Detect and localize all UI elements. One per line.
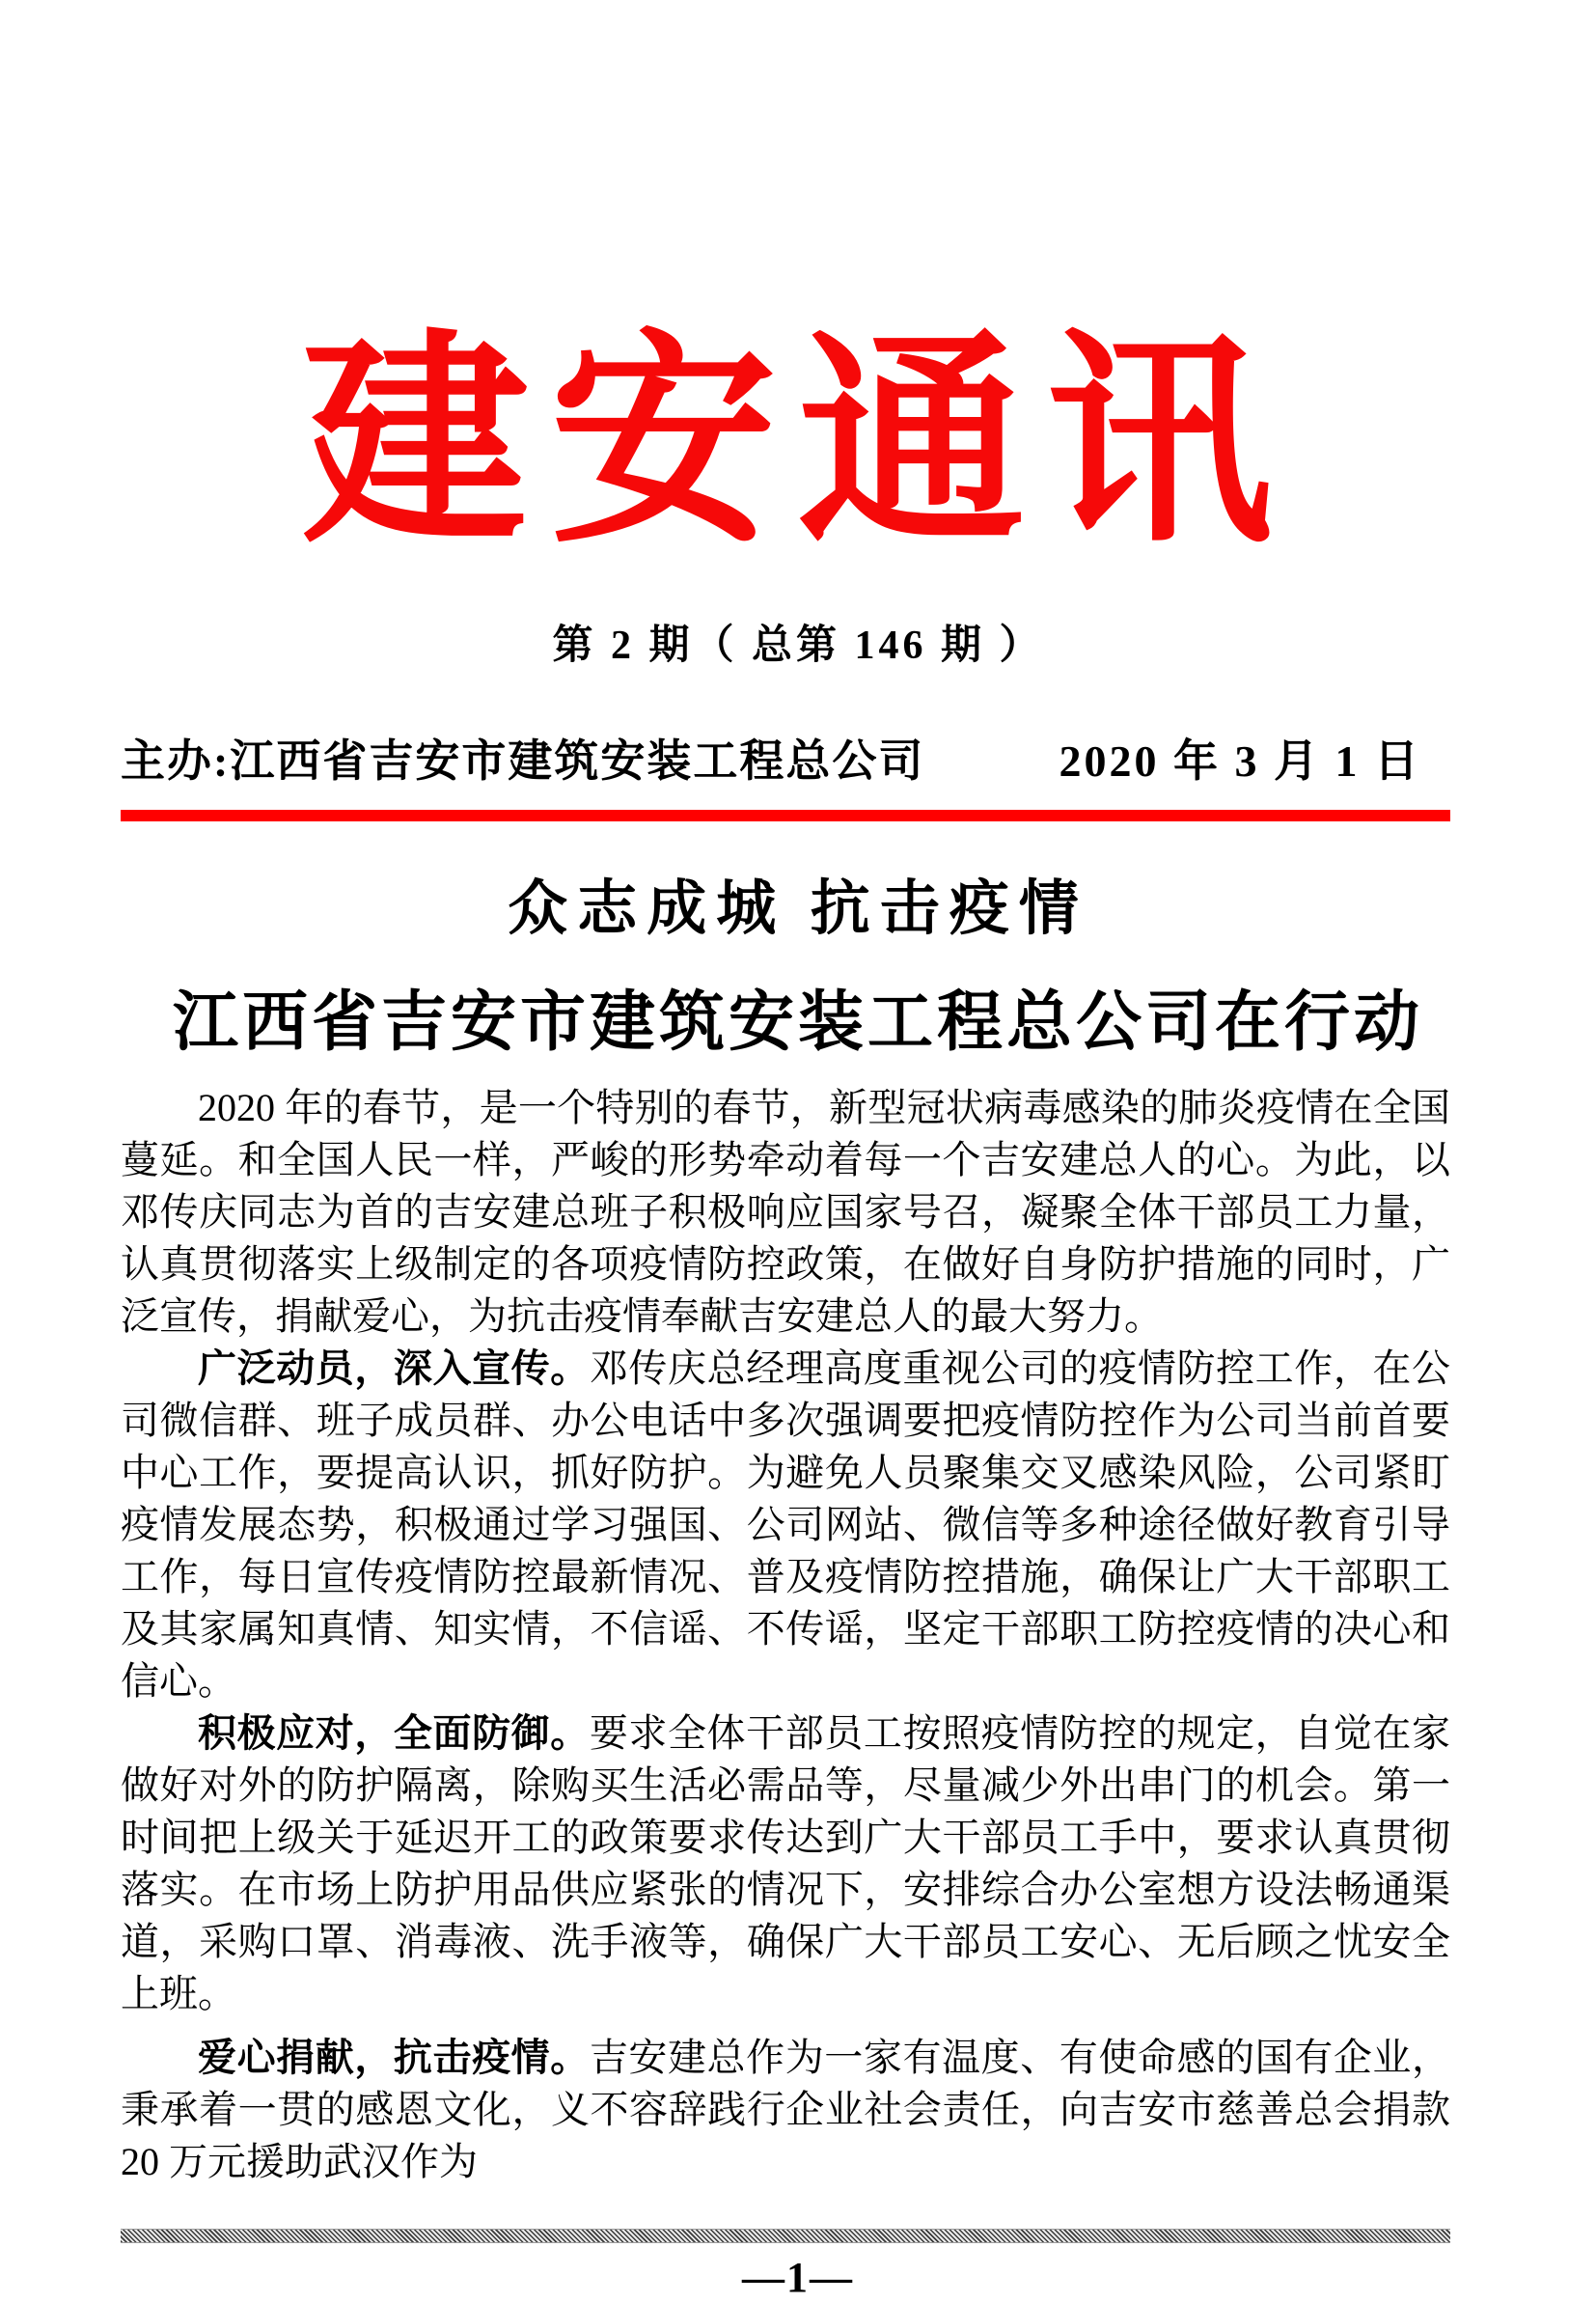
article — [0, 874, 1596, 2188]
footer-hatched-rule — [121, 2229, 1450, 2243]
newsletter-title: 建安通讯 — [302, 315, 1294, 569]
paragraph-text: 要求全体干部员工按照疫情防控的规定，自觉在家做好对外的防护隔离，除购买生活必需品等，尽量减少外出串门的机会。第一时间把上级关于延迟开工的政策要求传达到广大干部员工手中，要求认真贯彻落实。在市场上防护用品供应紧张的情况下，安排综合办公室想方设法畅通渠道，采购口罩、消毒液、洗手液等，确保广大干部员工安心、无后顾之忧安全上班。 — [121, 1711, 1451, 2015]
publisher-name: 主办:江西省吉安市建筑安装工程总公司 — [121, 736, 925, 786]
page-number: —1— — [742, 2254, 854, 2301]
paragraph-text: 邓传庆总经理高度重视公司的疫情防控工作，在公司微信群、班子成员群、办公电话中多次强调要把疫情防控作为公司当前首要中心工作，要提高认识，抓好防护。为避免人员聚集交叉感染风险，公司紧盯疫情发展态势，积极通过学习强国、公司网站、微信等多种途径做好教育引导工作，每日宣传疫情防控最新情况、普及疫情防控措施，确保让广大干部职工及其家属知真情、知实情，不信谣、不传谣，坚定干部职工防控疫情的决心和信心。 — [121, 1346, 1451, 1703]
paragraph-lead: 广泛动员，深入宣传。 — [198, 1346, 590, 1390]
masthead — [0, 315, 1596, 821]
publication-date: 2020 年 3 月 1 日 — [1059, 736, 1421, 786]
paragraph-text: 2020 年的春节，是一个特别的春节，新型冠状病毒感染的肺炎疫情在全国蔓延。和全国人民一样，严峻的形势牵动着每一个吉安建总人的心。为此，以邓传庆同志为首的吉安建总班子积极响应国家号召，凝聚全体干部员工力量，认真贯彻落实上级制定的各项疫情防控政策，在做好自身防护措施的同时，广泛宣传，捐献爱心，为抗击疫情奉献吉安建总人的最大努力。 — [121, 1086, 1450, 1338]
paragraph-text: 吉安建总作为一家有温度、有使命感的国有企业，秉承着一贯的感恩文化，义不容辞践行企业社会责任，向吉安市慈善总会捐款 20 万元援助武汉作为 — [121, 2036, 1451, 2183]
article-headline: 众志成城 抗击疫情 — [508, 876, 1088, 942]
paragraph-intro — [121, 1082, 1450, 1343]
paragraph-mobilize — [121, 1343, 1450, 1707]
issue-number-line: 第 2 期（ 总第 146 期 ） — [552, 624, 1044, 668]
paragraph-lead: 积极应对，全面防御。 — [198, 1711, 590, 1755]
paragraph-respond — [121, 1707, 1450, 2020]
article-body — [121, 1082, 1450, 2188]
publisher-row — [121, 735, 1450, 789]
paragraph-donate — [121, 2032, 1450, 2188]
masthead-red-rule — [121, 810, 1450, 821]
paragraph-lead: 爱心捐献，抗击疫情。 — [198, 2036, 590, 2079]
article-subheadline: 江西省吉安市建筑安装工程总公司在行动 — [172, 985, 1423, 1059]
